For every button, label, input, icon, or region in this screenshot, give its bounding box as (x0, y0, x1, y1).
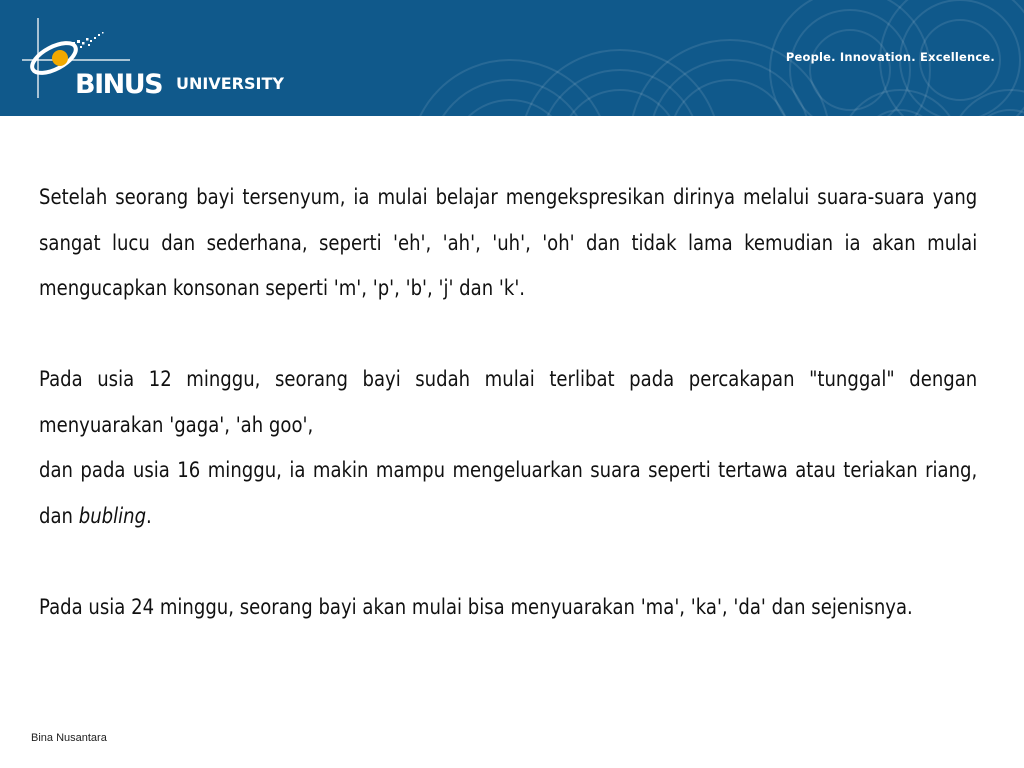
paragraph-16-weeks (39, 448, 977, 539)
logo-brand-text: BINUS (75, 69, 163, 100)
paragraph-16-weeks-text: dan pada usia 16 minggu, ia makin mampu mengeluarkan suara seperti tertawa atau teriakan riang, dan (39, 458, 978, 528)
paragraph-24-weeks: Pada usia 24 minggu, seorang bayi akan mulai bisa menyuarakan 'ma', 'ka', 'da' dan sejenisnya. (39, 594, 913, 619)
header-banner (0, 0, 1024, 116)
footer-label: Bina Nusantara (31, 732, 107, 744)
paragraph-12-weeks: Pada usia 12 minggu, seorang bayi sudah mulai terlibat pada percakapan "tunggal" dengan menyuarakan 'gaga', 'ah goo', (39, 367, 978, 437)
paragraph-smiling-stage: Setelah seorang bayi tersenyum, ia mulai belajar mengekspresikan dirinya melalui suara-suara yang sangat lucu dan sederhana, seperti 'eh', 'ah', 'uh', 'oh' dan tidak lama kemudian ia akan mulai mengucapkan konsonan seperti 'm', 'p', 'b', 'j' dan 'k'. (39, 185, 978, 300)
logo-suffix-text: UNIVERSITY (176, 74, 284, 93)
slide-body (39, 175, 977, 630)
italic-term: bubling (78, 503, 147, 528)
binus-university-logo (20, 18, 310, 104)
tagline: People. Innovation. Excellence. (785, 50, 995, 64)
italic-term-suffix: . (146, 503, 152, 528)
